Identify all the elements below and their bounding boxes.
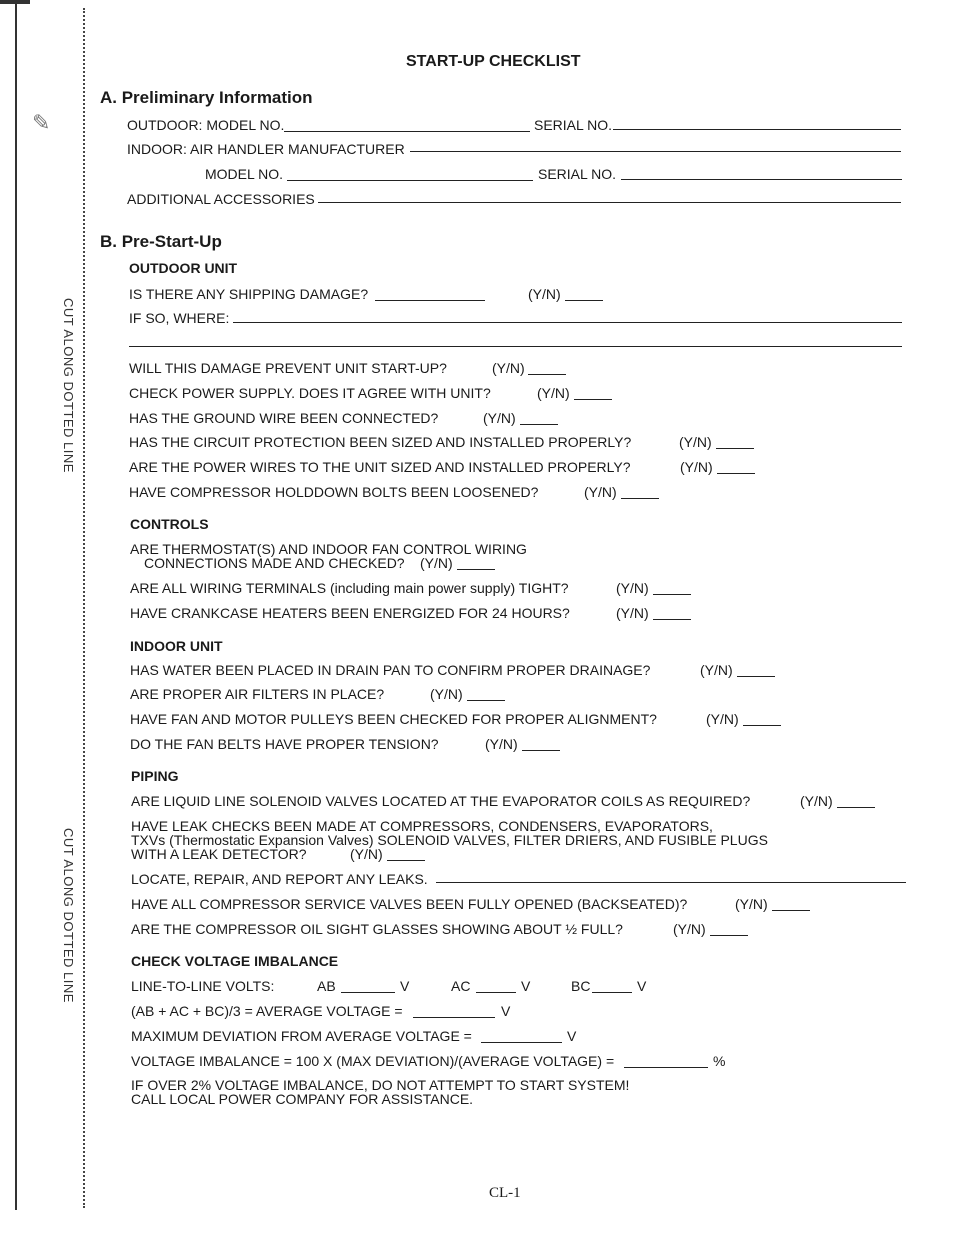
yn-label: (Y/N)	[706, 711, 739, 727]
warning-line1: IF OVER 2% VOLTAGE IMBALANCE, DO NOT ATTEMPT TO START SYSTEM!	[131, 1077, 630, 1093]
max-deviation-label: MAXIMUM DEVIATION FROM AVERAGE VOLTAGE =	[131, 1028, 472, 1044]
solenoid-valves-yn-field[interactable]	[837, 807, 875, 808]
margin-mark-icon: ✎	[32, 110, 51, 135]
crankcase-heaters-yn-field[interactable]	[653, 619, 691, 620]
yn-label: (Y/N)	[485, 736, 518, 752]
outdoor-model-label: OUTDOOR: MODEL NO.	[127, 117, 285, 133]
yn-label: (Y/N)	[537, 385, 570, 401]
ac-volts-field[interactable]	[476, 992, 516, 993]
power-supply-yn-field[interactable]	[574, 399, 612, 400]
indoor-unit-heading: INDOOR UNIT	[130, 638, 223, 654]
indoor-manufacturer-field[interactable]	[410, 151, 901, 152]
yn-label: (Y/N)	[735, 896, 768, 912]
q-service-valves: HAVE ALL COMPRESSOR SERVICE VALVES BEEN FULLY OPENED (BACKSEATED)?	[131, 896, 688, 912]
accessories-label: ADDITIONAL ACCESSORIES	[127, 191, 315, 207]
ab-label: AB	[317, 978, 336, 994]
page-number: CL-1	[489, 1185, 521, 1201]
controls-heading: CONTROLS	[130, 516, 209, 532]
q-power-wires: ARE THE POWER WIRES TO THE UNIT SIZED AND INSTALLED PROPERLY?	[129, 459, 631, 475]
indoor-model-label: MODEL NO.	[205, 166, 284, 182]
q-power-supply: CHECK POWER SUPPLY. DOES IT AGREE WITH UNIT?	[129, 385, 491, 401]
q-ground-wire: HAS THE GROUND WIRE BEEN CONNECTED?	[129, 410, 439, 426]
q-crankcase-heaters: HAVE CRANKCASE HEATERS BEEN ENERGIZED FOR 24 HOURS?	[130, 605, 570, 621]
prevent-startup-yn-field[interactable]	[528, 374, 566, 375]
ac-label: AC	[451, 978, 471, 994]
thermostat-yn-field[interactable]	[457, 569, 495, 570]
average-voltage-label: (AB + AC + BC)/3 = AVERAGE VOLTAGE =	[131, 1003, 403, 1019]
q-air-filters: ARE PROPER AIR FILTERS IN PLACE?	[130, 686, 385, 702]
accessories-field[interactable]	[318, 202, 901, 203]
yn-label: (Y/N)	[679, 434, 712, 450]
q-leak-line1: HAVE LEAK CHECKS BEEN MADE AT COMPRESSORS, CONDENSERS, EVAPORATORS,	[131, 818, 713, 834]
indoor-model-field[interactable]	[287, 180, 533, 181]
circuit-protection-yn-field[interactable]	[716, 448, 754, 449]
q-leak-line2: TXVs (Thermostatic Expansion Valves) SOLENOID VALVES, FILTER DRIERS, AND FUSIBLE PLUGS	[131, 832, 768, 848]
power-wires-yn-field[interactable]	[717, 473, 755, 474]
shipping-damage-yn-field[interactable]	[565, 300, 603, 301]
yn-label: (Y/N)	[616, 580, 649, 596]
yn-label: (Y/N)	[420, 555, 453, 571]
section-a-heading: A. Preliminary Information	[100, 88, 313, 107]
outdoor-serial-field[interactable]	[613, 129, 901, 130]
yn-label: (Y/N)	[584, 484, 617, 500]
piping-heading: PIPING	[131, 768, 179, 784]
yn-label: (Y/N)	[616, 605, 649, 621]
yn-label: (Y/N)	[680, 459, 713, 475]
q-holddown-bolts: HAVE COMPRESSOR HOLDDOWN BOLTS BEEN LOOSENED?	[129, 484, 539, 500]
ab-volts-field[interactable]	[341, 992, 395, 993]
cut-label-bottom: CUT ALONG DOTTED LINE	[61, 828, 76, 1003]
holddown-bolts-yn-field[interactable]	[621, 498, 659, 499]
voltage-imbalance-field[interactable]	[624, 1067, 708, 1068]
wiring-terminals-yn-field[interactable]	[653, 594, 691, 595]
q-circuit-protection: HAS THE CIRCUIT PROTECTION BEEN SIZED AND INSTALLED PROPERLY?	[129, 434, 632, 450]
yn-label: (Y/N)	[800, 793, 833, 809]
indoor-serial-field[interactable]	[621, 179, 902, 180]
unit-v: V	[521, 978, 531, 994]
locate-leaks-field[interactable]	[436, 882, 906, 883]
q-prevent-startup: WILL THIS DAMAGE PREVENT UNIT START-UP?	[129, 360, 447, 376]
yn-label: (Y/N)	[350, 846, 383, 862]
q-damage-where: IF SO, WHERE:	[129, 310, 230, 326]
q-thermostat-line2: CONNECTIONS MADE AND CHECKED?	[144, 555, 405, 571]
yn-label: (Y/N)	[528, 286, 561, 302]
q-solenoid-valves: ARE LIQUID LINE SOLENOID VALVES LOCATED AT THE EVAPORATOR COILS AS REQUIRED?	[131, 793, 751, 809]
section-b-heading: B. Pre-Start-Up	[100, 232, 222, 251]
warning-line2: CALL LOCAL POWER COMPANY FOR ASSISTANCE.	[131, 1091, 474, 1107]
damage-where-field-2[interactable]	[129, 346, 902, 347]
q-drain-pan: HAS WATER BEEN PLACED IN DRAIN PAN TO CONFIRM PROPER DRAINAGE?	[130, 662, 651, 678]
shipping-damage-field[interactable]	[375, 300, 485, 301]
indoor-manufacturer-label: INDOOR: AIR HANDLER MANUFACTURER	[127, 141, 405, 157]
air-filters-yn-field[interactable]	[467, 700, 505, 701]
yn-label: (Y/N)	[700, 662, 733, 678]
q-oil-sight-glasses: ARE THE COMPRESSOR OIL SIGHT GLASSES SHOWING ABOUT ½ FULL?	[131, 921, 623, 937]
yn-label: (Y/N)	[492, 360, 525, 376]
oil-sight-yn-field[interactable]	[710, 935, 748, 936]
max-deviation-field[interactable]	[481, 1042, 562, 1043]
indoor-serial-label: SERIAL NO.	[538, 166, 617, 182]
unit-v: V	[637, 978, 647, 994]
q-pulleys: HAVE FAN AND MOTOR PULLEYS BEEN CHECKED FOR PROPER ALIGNMENT?	[130, 711, 657, 727]
voltage-imbalance-label: VOLTAGE IMBALANCE = 100 X (MAX DEVIATION)/(AVERAGE VOLTAGE) =	[131, 1053, 615, 1069]
ground-wire-yn-field[interactable]	[520, 424, 558, 425]
leak-check-yn-field[interactable]	[387, 860, 425, 861]
bc-label: BC	[571, 978, 591, 994]
cut-label-top: CUT ALONG DOTTED LINE	[61, 298, 76, 473]
q-locate-leaks: LOCATE, REPAIR, AND REPORT ANY LEAKS.	[131, 871, 428, 887]
q-thermostat-line1: ARE THERMOSTAT(S) AND INDOOR FAN CONTROL WIRING	[130, 541, 527, 557]
unit-v: V	[501, 1003, 511, 1019]
yn-label: (Y/N)	[673, 921, 706, 937]
page-title: START-UP CHECKLIST	[406, 53, 581, 70]
damage-where-field[interactable]	[233, 322, 902, 323]
voltage-heading: CHECK VOLTAGE IMBALANCE	[131, 953, 339, 969]
percent-label: %	[713, 1053, 726, 1069]
unit-v: V	[567, 1028, 577, 1044]
line-to-line-label: LINE-TO-LINE VOLTS:	[131, 978, 275, 994]
fan-belts-yn-field[interactable]	[522, 750, 560, 751]
yn-label: (Y/N)	[430, 686, 463, 702]
binding-edge	[15, 0, 17, 1210]
service-valves-yn-field[interactable]	[772, 910, 810, 911]
pulleys-yn-field[interactable]	[743, 725, 781, 726]
drain-pan-yn-field[interactable]	[737, 676, 775, 677]
bc-volts-field[interactable]	[592, 992, 632, 993]
q-wiring-terminals: ARE ALL WIRING TERMINALS (including main power supply) TIGHT?	[130, 580, 569, 596]
outdoor-model-field[interactable]	[284, 131, 530, 132]
q-fan-belts: DO THE FAN BELTS HAVE PROPER TENSION?	[130, 736, 439, 752]
unit-v: V	[400, 978, 410, 994]
q-leak-line3: WITH A LEAK DETECTOR?	[131, 846, 307, 862]
yn-label: (Y/N)	[483, 410, 516, 426]
average-voltage-field[interactable]	[413, 1017, 495, 1018]
outdoor-unit-heading: OUTDOOR UNIT	[129, 260, 238, 276]
outdoor-serial-label: SERIAL NO.	[534, 117, 613, 133]
q-shipping-damage: IS THERE ANY SHIPPING DAMAGE?	[129, 286, 369, 302]
cut-dotted-line	[83, 8, 85, 1208]
